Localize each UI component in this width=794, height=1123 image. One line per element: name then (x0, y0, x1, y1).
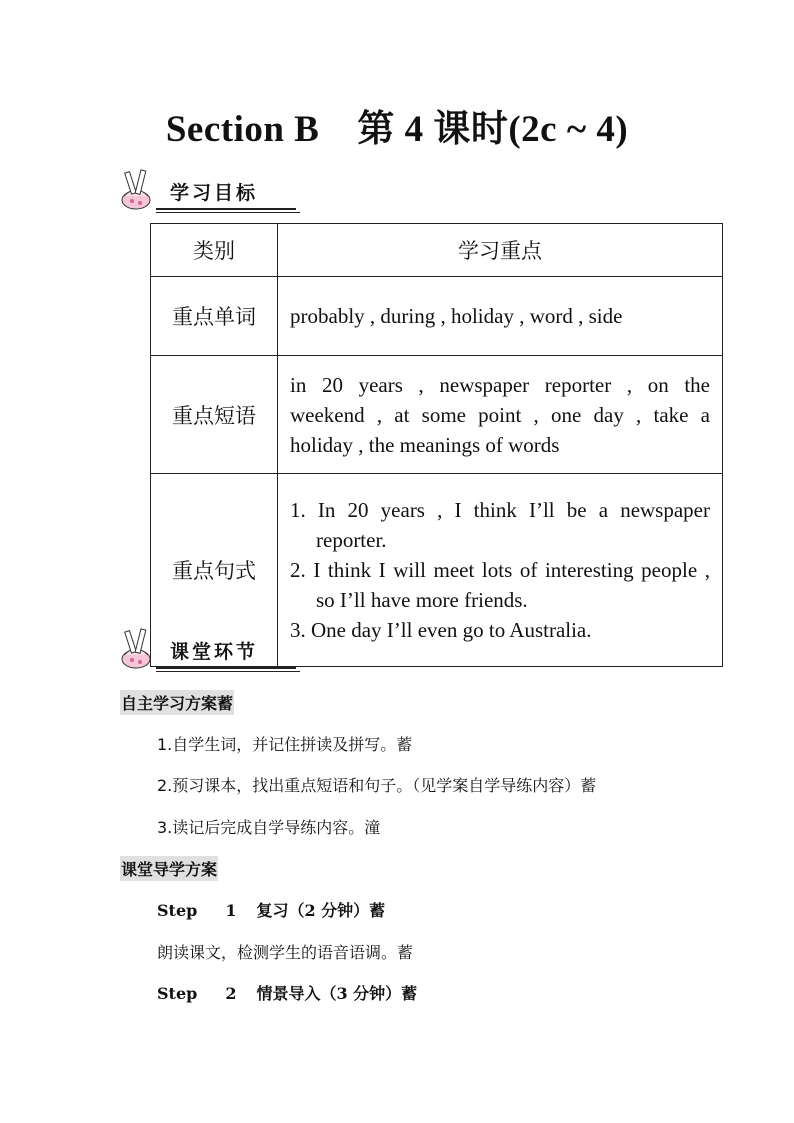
section-header-goals (116, 166, 296, 216)
step-word: Step (157, 901, 198, 920)
step-number: 2 (225, 984, 237, 1003)
step-1 (157, 898, 385, 921)
underline (156, 208, 296, 210)
title-chinese: 第 4 课时(2c ~ 4) (357, 109, 629, 150)
list-item: 2. I think I will meet lots of interesting people , so I’ll have more friends. (290, 558, 710, 612)
pencil-cup-icon (116, 625, 164, 671)
page-title (0, 98, 794, 152)
underline (156, 667, 296, 669)
self-study-item-3: 3.读记后完成自学导练内容。潼 (157, 818, 381, 837)
section-header-class (116, 625, 296, 675)
phrase-line: in 20 years , newspaper reporter , on the (290, 372, 710, 397)
guided-heading: 课堂导学方案 (120, 856, 218, 881)
row-content-sentences (278, 474, 723, 667)
pencil-cup-icon (116, 166, 164, 212)
header-focus: 学习重点 (278, 224, 723, 277)
step-label: 情景导入（3 分钟）蓄 (256, 984, 418, 1003)
table-row (151, 356, 723, 474)
sentence-list (290, 495, 710, 645)
row-category: 重点单词 (151, 277, 278, 356)
row-content-words: probably , during , holiday , word , side (278, 277, 723, 356)
phrase-line: weekend , at some point , one day , take a (290, 402, 710, 427)
list-item: 1. In 20 years , I think I’ll be a newspaper reporter. (290, 498, 710, 552)
table-row (151, 277, 723, 356)
self-study-heading: 自主学习方案蓄 (120, 690, 234, 715)
step-number: 1 (225, 901, 237, 920)
goals-table (150, 223, 723, 667)
underline-thin (156, 671, 300, 672)
step-1-text: 朗读课文，检测学生的语音语调。蓄 (157, 943, 414, 962)
table-header-row (151, 224, 723, 277)
step-label: 复习（2 分钟）蓄 (256, 901, 386, 920)
step-word: Step (157, 984, 198, 1003)
row-category: 重点句式 (151, 474, 278, 667)
self-study-item-2: 2.预习课本，找出重点短语和句子。（见学案自学导练内容）蓄 (157, 776, 597, 795)
header-category: 类别 (151, 224, 278, 277)
row-content-phrases (278, 356, 723, 474)
list-item: 3. One day I’ll even go to Australia. (290, 618, 592, 642)
phrase-line: holiday , the meanings of words (290, 432, 560, 457)
section-label: 学习目标 (170, 182, 259, 204)
title-english: Section B (165, 109, 320, 150)
row-category: 重点短语 (151, 356, 278, 474)
underline-thin (156, 212, 300, 213)
section-label: 课堂环节 (170, 641, 259, 663)
step-2 (157, 981, 417, 1004)
self-study-item-1: 1.自学生词，并记住拼读及拼写。蓄 (157, 735, 413, 754)
